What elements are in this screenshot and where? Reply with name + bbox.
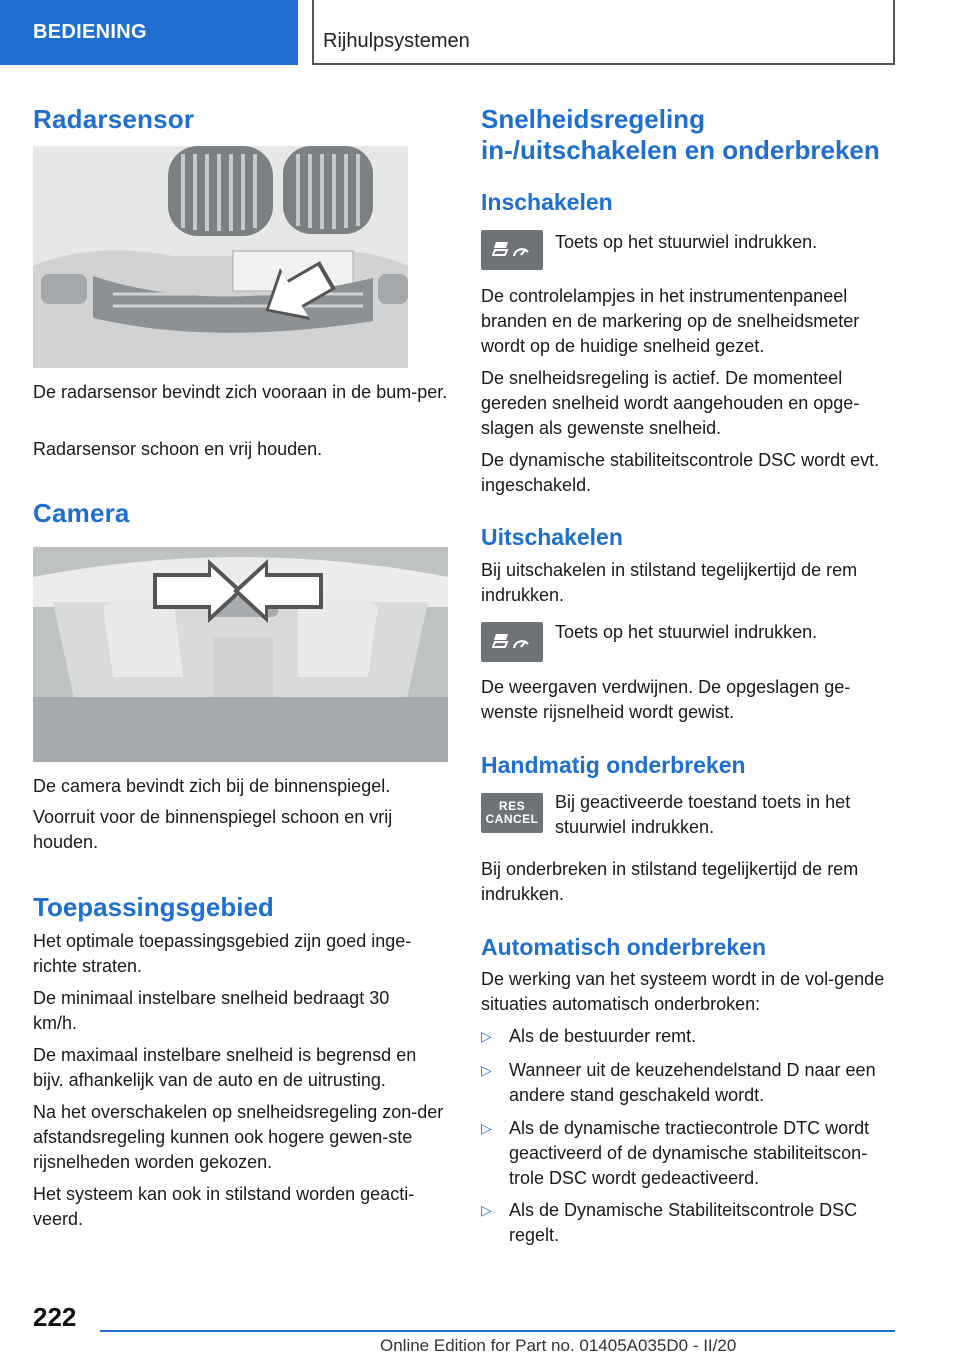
header-divider (893, 0, 895, 65)
triangle-bullet-icon: ▷ (481, 1062, 492, 1078)
camera-image (33, 547, 448, 762)
triangle-bullet-icon: ▷ (481, 1120, 492, 1136)
handmatig-paragraph: Bij onderbreken in stilstand tegelijkertijd de rem indrukken. (481, 859, 859, 904)
res-label: RES (498, 799, 526, 813)
section-label: BEDIENING (33, 21, 147, 43)
camera-paragraph: Voorruit voor de binnenspiegel schoon en vrij houden. (33, 807, 393, 852)
automatisch-paragraph: De werking van het systeem wordt in de vol-gende situaties automatisch onderbroken: (481, 969, 885, 1014)
uitschakelen-button-text: Toets op het stuurwiel indrukken. (555, 622, 818, 642)
uitschakelen-paragraph: Bij uitschakelen in stilstand tegelijkertijd de rem indrukken. (481, 560, 858, 605)
uitschakelen-paragraph: De weergaven verdwijnen. De opgeslagen ge-wenste rijsnelheid wordt gewist. (481, 677, 851, 722)
cruise-control-button-icon (481, 622, 543, 662)
inschakelen-button-text: Toets op het stuurwiel indrukken. (555, 232, 818, 252)
list-item-text: Als de bestuurder remt. (509, 1026, 697, 1046)
page-number: 222 (33, 1302, 77, 1332)
cancel-label: CANCEL (485, 812, 539, 826)
radar-sensor-image (33, 146, 408, 368)
handmatig-heading: Handmatig onderbreken (481, 752, 746, 778)
toepassing-heading: Toepassingsgebied (33, 892, 274, 922)
section-tab (0, 0, 298, 65)
camera-heading: Camera (33, 498, 130, 528)
radar-heading: Radarsensor (33, 104, 195, 134)
inschakelen-paragraph: De controlelampjes in het instrumentenpaneel branden en de markering op de snelheidsmeter wordt op de huidige snelheid gezet. (481, 286, 860, 356)
toepassing-paragraph: De minimaal instelbare snelheid bedraagt 30 km/h. (33, 988, 390, 1033)
toepassing-paragraph: Na het overschakelen op snelheidsregeling zon-der afstandsregeling kunnen ook hogere gewen-ste rijsnelheden worden gekozen. (33, 1102, 444, 1172)
footer-edition: Online Edition for Part no. 01405A035D0 - II/20 (380, 1336, 737, 1355)
inschakelen-heading: Inschakelen (481, 189, 613, 215)
header-divider (312, 63, 895, 65)
main-heading: Snelheidsregeling in-/uitschakelen en onderbreken (481, 104, 880, 165)
res-cancel-button-icon (481, 793, 543, 833)
list-item-text: Als de dynamische tractiecontrole DTC wordt geactiveerd of de dynamische stabiliteitscon-trole DSC wordt gedeactiveerd. (509, 1118, 870, 1188)
inschakelen-paragraph: De dynamische stabiliteitscontrole DSC wordt evt. ingeschakeld. (481, 450, 880, 495)
uitschakelen-heading: Uitschakelen (481, 524, 623, 550)
triangle-bullet-icon: ▷ (481, 1028, 492, 1044)
cruise-control-button-icon (481, 230, 543, 270)
camera-paragraph: De camera bevindt zich bij de binnenspiegel. (33, 776, 391, 796)
radar-paragraph: De radarsensor bevindt zich vooraan in de bum-per. (33, 382, 448, 402)
automatisch-heading: Automatisch onderbreken (481, 934, 766, 960)
list-item-text: Wanneer uit de keuzehendelstand D naar een andere stand geschakeld wordt. (509, 1060, 876, 1105)
triangle-bullet-icon: ▷ (481, 1202, 492, 1218)
handmatig-button-text: Bij geactiveerde toestand toets in het stuurwiel indrukken. (555, 792, 851, 837)
toepassing-paragraph: De maximaal instelbare snelheid is begrensd en bijv. afhankelijk van de auto en de uitrusting. (33, 1045, 417, 1090)
header-divider (312, 0, 314, 65)
chapter-title: Rijhulpsystemen (323, 30, 470, 52)
inschakelen-paragraph: De snelheidsregeling is actief. De momenteel gereden snelheid wordt aangehouden en opge-slagen als gewenste snelheid. (481, 368, 860, 438)
list-item-text: Als de Dynamische Stabiliteitscontrole DSC regelt. (509, 1200, 858, 1245)
footer-divider (100, 1330, 895, 1332)
toepassing-paragraph: Het systeem kan ook in stilstand worden geacti-veerd. (33, 1184, 415, 1229)
toepassing-paragraph: Het optimale toepassingsgebied zijn goed inge-richte straten. (33, 931, 412, 976)
radar-paragraph: Radarsensor schoon en vrij houden. (33, 439, 323, 459)
